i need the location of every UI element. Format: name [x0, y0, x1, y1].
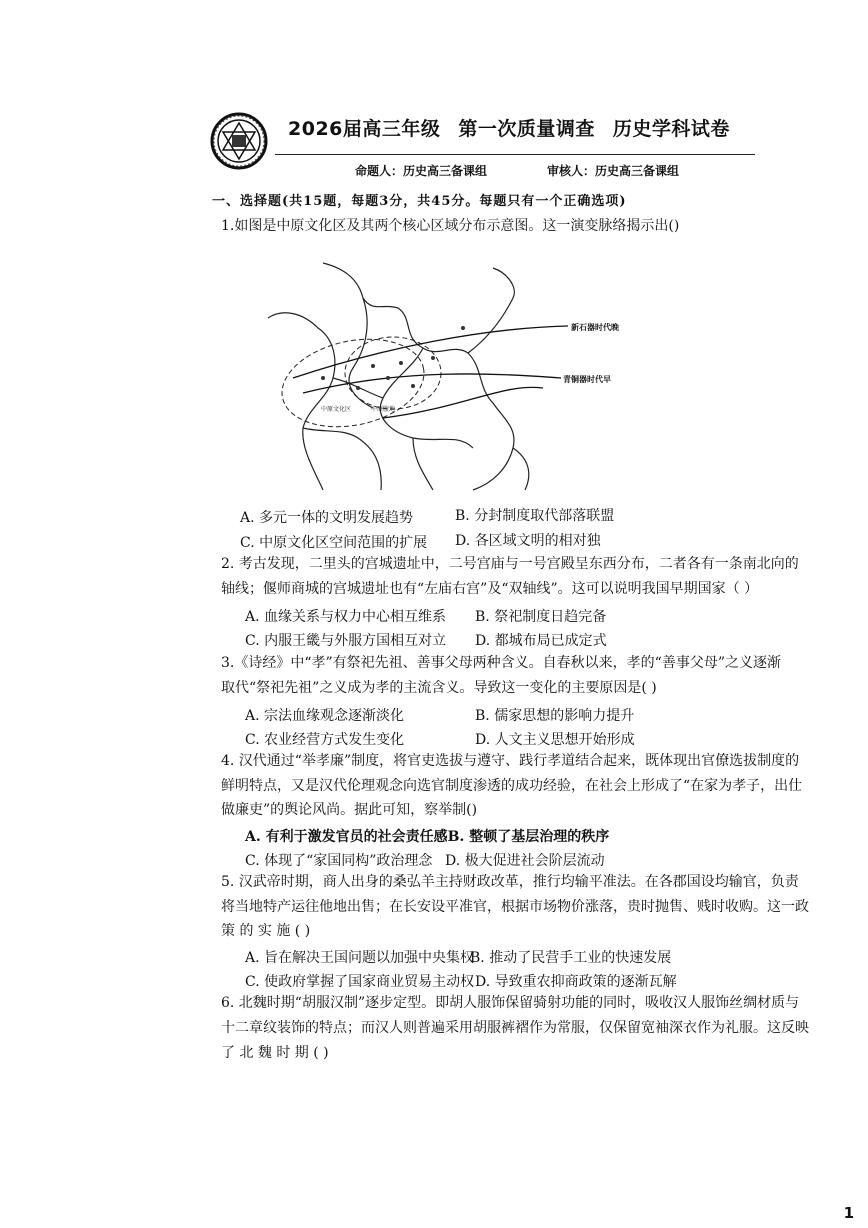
q3-stem-1: 3.《诗经》中“孝”有祭祀先祖、善事父母两种含义。自春秋以来，孝的“善事父母”之义逐渐 — [221, 655, 781, 671]
q5-option-b[interactable]: B. 推动了民营手工业的快速发展 — [470, 950, 672, 966]
q6-stem-1: 6. 北魏时期“胡服汉制”逐步定型。即胡人服饰保留骑射功能的同时，吸收汉人服饰丝绸材质与 — [221, 995, 800, 1011]
q3-option-b[interactable]: B. 儒家思想的影响力提升 — [475, 708, 635, 724]
q1-map-figure — [263, 258, 633, 498]
q5-stem-1: 5. 汉武帝时期，商人出身的桑弘羊主持财政改革，推行均输平准法。在各郡国设均输官，负责 — [221, 874, 799, 890]
q4-stem-2: 鲜明特点，又是汉代伦理观念向选官制度渗透的成功经验，在社会上形成了“在家为孝子，出仕 — [221, 778, 803, 794]
map-callout-bronze: 青铜器时代早 — [563, 375, 611, 384]
q5-option-a[interactable]: A. 旨在解决王国问题以加强中央集权 — [245, 950, 475, 966]
q2-option-b[interactable]: B. 祭祀制度日趋完备 — [475, 609, 607, 625]
q5-stem-2: 将当地特产运往他地出售；在长安设平准官，根据市场物价涨落，贵时抛售、贱时收购。这一政 — [221, 899, 809, 915]
q4-option-c[interactable]: C. 体现了“家国同构”政治理念 — [245, 853, 433, 869]
map-label-region-b: 中原腹地 — [371, 406, 396, 413]
q1-option-d[interactable]: D. 各区域文明的相对独 — [455, 533, 601, 549]
author: 命题人：历史高三备课组 — [355, 164, 488, 178]
q2-option-d[interactable]: D. 都城布局已成定式 — [475, 633, 607, 649]
page-number: 1 — [843, 1204, 854, 1222]
q2-option-a[interactable]: A. 血缘关系与权力中心相互维系 — [245, 609, 447, 625]
q4-stem-3: 做廉吏”的舆论风尚。据此可知，察举制() — [221, 802, 478, 818]
q3-stem-2: 取代“祭祀先祖”之义成为孝的主流含义。导致这一变化的主要原因是( ) — [221, 680, 657, 696]
exam-title-subject: 历史学科试卷 — [612, 118, 730, 140]
map-callout-neolithic: 新石器时代晚 — [571, 323, 619, 332]
q5-option-c[interactable]: C. 使政府掌握了国家商业贸易主动权 — [245, 974, 475, 990]
q4-option-d[interactable]: D. 极大促进社会阶层流动 — [445, 853, 605, 869]
q6-stem-2: 十二章纹装饰的特点；而汉人则普遍采用胡服裤褶作为常服，仅保留宽袖深衣作为礼服。这反映 — [221, 1020, 809, 1036]
q1-option-a[interactable]: A. 多元一体的文明发展趋势 — [240, 510, 414, 526]
q5-stem-3: 策 的 实 施 ( ) — [221, 923, 311, 939]
q1-option-b[interactable]: B. 分封制度取代部落联盟 — [455, 508, 615, 524]
exam-title-grade: 2026届高三年级 — [288, 118, 441, 140]
school-seal-logo — [210, 112, 268, 170]
author-line — [355, 162, 739, 179]
q2-stem-1: 2. 考古发现，二里头的宫城遗址中，二号宫庙与一号宫殿呈东西分布，二者各有一条南北向的 — [221, 556, 799, 572]
q5-option-d[interactable]: D. 导致重农抑商政策的逐渐瓦解 — [475, 974, 677, 990]
section-title: 一、选择题(共15题，每题3分，共45分。每题只有一个正确选项) — [212, 194, 627, 209]
q2-option-c[interactable]: C. 内服王畿与外服方国相互对立 — [245, 633, 447, 649]
exam-title — [288, 114, 748, 141]
header-divider — [275, 154, 755, 155]
q2-stem-2: 轴线；偃师商城的宫城遗址也有“左庙右宫”及“双轴线”。这可以说明我国早期国家（ ） — [221, 581, 759, 597]
q3-option-c[interactable]: C. 农业经营方式发生变化 — [245, 732, 405, 748]
reviewer: 审核人：历史高三备课组 — [547, 164, 680, 178]
q3-option-a[interactable]: A. 宗法血缘观念逐渐淡化 — [245, 708, 405, 724]
q6-stem-3: 了 北 魏 时 期 ( ) — [221, 1045, 329, 1061]
map-label-region-a: 中原文化区 — [321, 406, 352, 413]
exam-title-survey: 第一次质量调查 — [458, 118, 595, 140]
q1-option-c[interactable]: C. 中原文化区空间范围的扩展 — [240, 535, 428, 551]
q1-stem: 1.如图是中原文化区及其两个核心区域分布示意图。这一演变脉络揭示出() — [221, 218, 680, 234]
q3-option-d[interactable]: D. 人文主义思想开始形成 — [475, 732, 635, 748]
q4-stem-1: 4. 汉代通过“举孝廉”制度，将官吏选拔与遵守、践行孝道结合起来，既体现出官僚选拔制度的 — [221, 753, 800, 769]
q4-option-ab[interactable]: A. 有利于激发官员的社会责任感B. 整顿了基层治理的秩序 — [245, 829, 610, 845]
